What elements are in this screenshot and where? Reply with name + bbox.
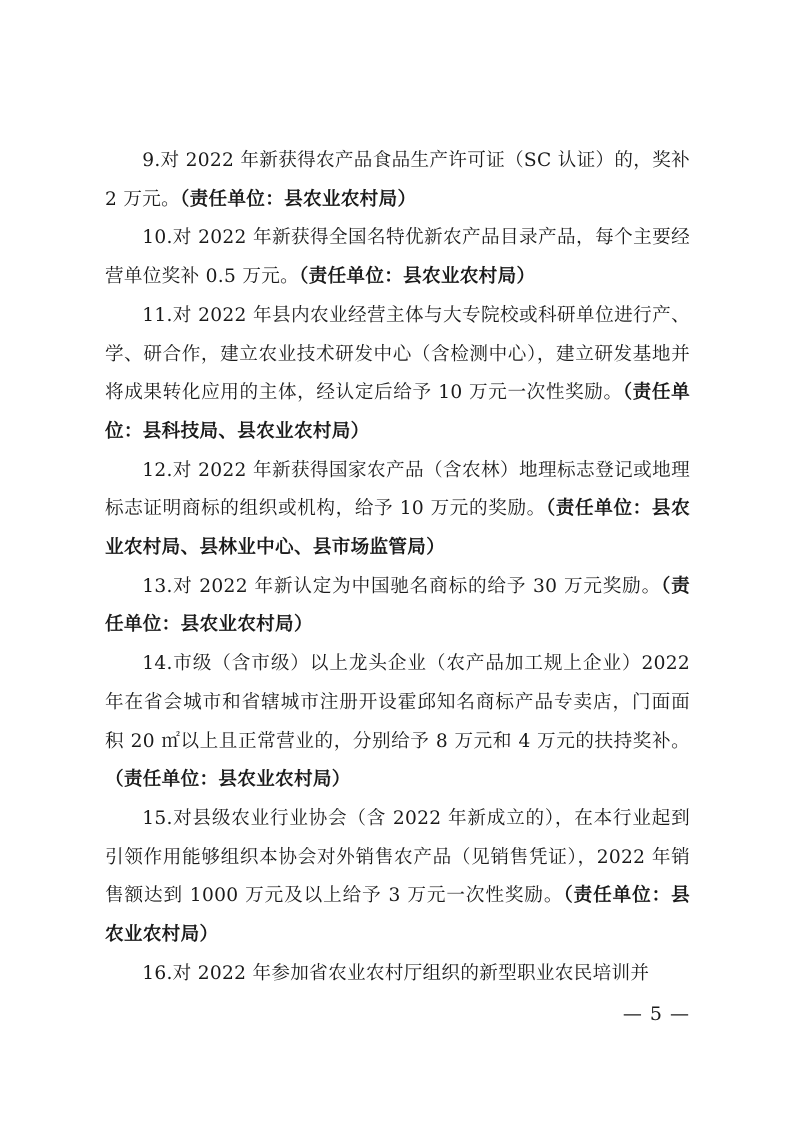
responsibility-unit: （责任单位：县科技局、县农业农村局） <box>105 382 690 442</box>
paragraph-text: 10.对 2022 年新获得全国名特优新农产品目录产品，每个主要经营单位奖补 0.5 万元。 <box>105 227 690 288</box>
paragraph-item-15 <box>105 800 690 955</box>
paragraph-item-14 <box>105 645 690 800</box>
paragraph-item-16 <box>105 955 690 994</box>
paragraph-text: 13.对 2022 年新认定为中国驰名商标的给予 30 万元奖励。 <box>142 575 661 597</box>
responsibility-unit: （责任单位：县农业农村局） <box>105 885 690 946</box>
paragraph-text: 12.对 2022 年新获得国家农产品（含农林）地理标志登记或地理标志证明商标的组织或机构，给予 10 万元的奖励。 <box>105 459 690 520</box>
responsibility-unit: （责任单位：县农业农村局） <box>105 769 351 791</box>
paragraph-item-9 <box>105 142 690 219</box>
paragraph-text: 15.对县级农业行业协会（含 2022 年新成立的），在本行业起到引领作用能够组织本协会对外销售农产品（见销售凭证），2022 年销售额达到 1000 万元及以上给予 3 万元一次性奖励。 <box>105 807 690 907</box>
paragraph-item-13 <box>105 568 690 645</box>
paragraph-item-10 <box>105 219 690 296</box>
paragraph-text: 16.对 2022 年参加省农业农村厅组织的新型职业农民培训并 <box>142 962 650 984</box>
responsibility-unit: （责任单位：县农业农村局） <box>180 188 417 210</box>
responsibility-unit: （责任单位：县农业农村局、县林业中心、县市场监管局） <box>105 498 691 559</box>
page-number: — 5 — <box>622 1003 690 1025</box>
paragraph-item-12 <box>105 452 690 568</box>
responsibility-unit: （责任单位：县农业农村局） <box>105 575 691 636</box>
paragraph-text: 9.对 2022 年新获得农产品食品生产许可证（SC 认证）的，奖补 2 万元。 <box>105 150 690 210</box>
responsibility-unit: （责任单位：县农业农村局） <box>299 266 536 288</box>
document-body <box>105 142 690 993</box>
paragraph-item-11 <box>105 297 690 452</box>
paragraph-text: 11.对 2022 年县内农业经营主体与大专院校或科研单位进行产、学、研合作，建立农业技术研发中心（含检测中心），建立研发基地并将成果转化应用的主体，经认定后给予 10 万元一次性奖励。 <box>105 304 690 404</box>
paragraph-text: 14.市级（含市级）以上龙头企业（农产品加工规上企业）2022 年在省会城市和省辖城市注册开设霍邱知名商标产品专卖店，门面面积 20 ㎡以上且正常营业的，分别给予 8 万元和 4 万元的扶持奖补。 <box>105 653 690 752</box>
